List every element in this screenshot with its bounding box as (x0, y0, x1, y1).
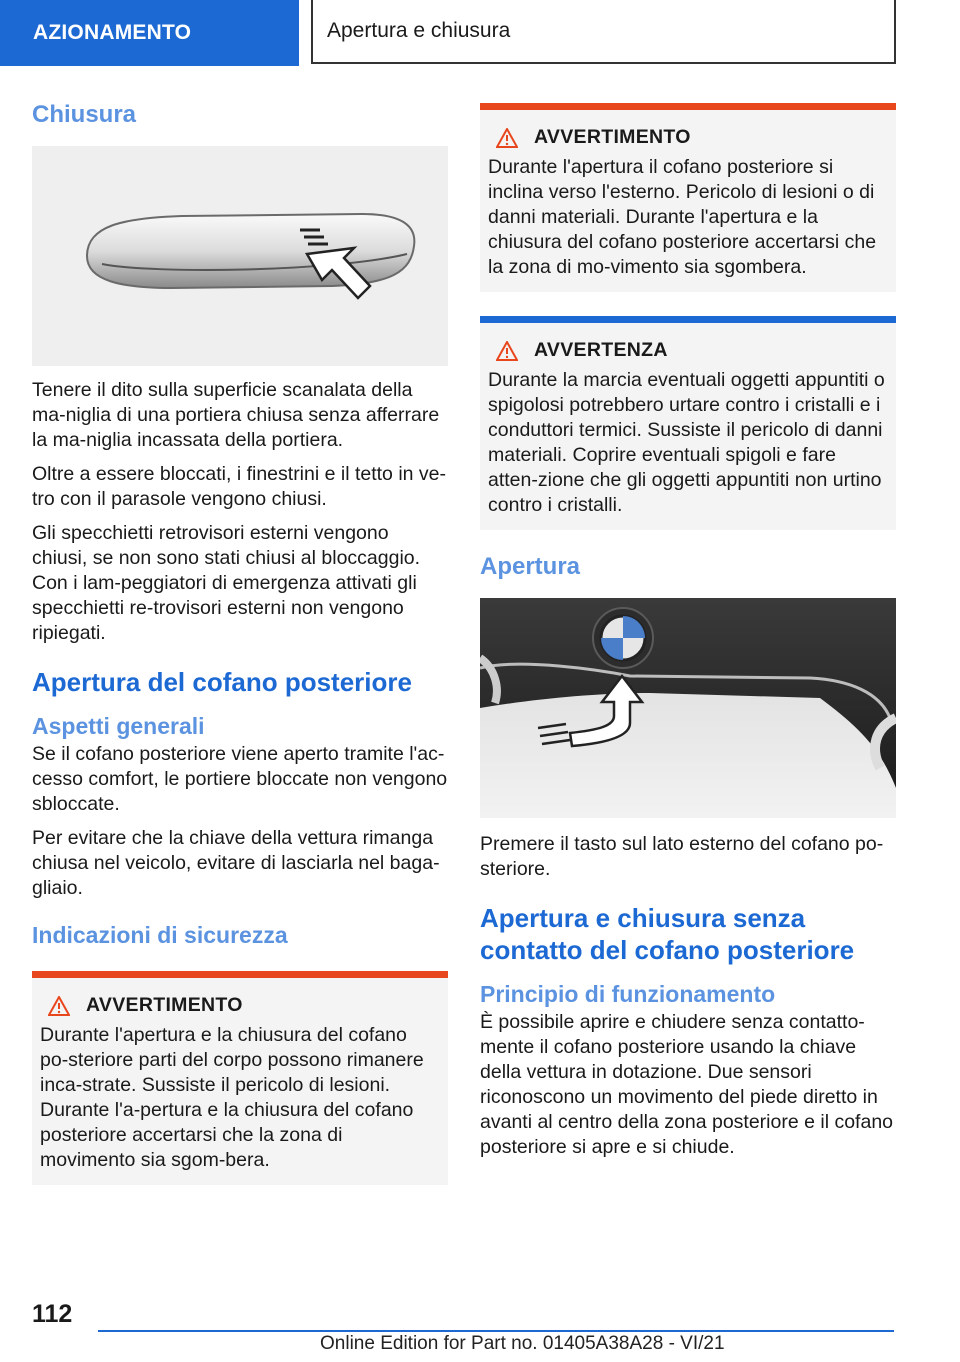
notice-bar (480, 316, 896, 323)
door-handle-image (32, 146, 448, 366)
paragraph: Oltre a essere bloccati, i finestrini e il tetto in ve-tro con il parasole vengono chiusi. (32, 463, 447, 510)
page-number: 112 (32, 1300, 73, 1328)
edition-text: Online Edition for Part no. 01405A38A28 - VI/21 (320, 1333, 725, 1354)
notice-text: Durante la marcia eventuali oggetti appuntiti o spigolosi potrebbero urtare contro i cristalli e i conduttori termici. Sussiste il pericolo di danni materiali. Coprire eventuali spigoli e fare atten-zione che gli oggetti appuntiti non urtino contro i cristalli. (488, 369, 885, 516)
paragraph: Se il cofano posteriore viene aperto tramite l'ac-cesso comfort, le portiere bloccate non vengono sbloccate. (32, 743, 448, 815)
chapter-tab: Apertura e chiusura (311, 0, 896, 64)
warning-text: Durante l'apertura e la chiusura del cofano po-steriore parti del corpo possono rimanere inca-strate. Sussiste il pericolo di lesioni. Durante l'a-pertura e la chiusura del cofano posteriore accertarsi che la zona di movimento sia sgom-bera. (40, 1024, 424, 1171)
warning-title (488, 126, 888, 149)
heading-principio: Principio di funzionamento (480, 981, 776, 1007)
paragraph: Premere il tasto sul lato esterno del cofano po-steriore. (480, 833, 884, 880)
warning-box (480, 103, 896, 292)
warning-box (32, 971, 448, 1185)
paragraph: Gli specchietti retrovisori esterni vengono chiusi, se non sono stati chiusi al bloccaggio. Con i lam-peggiatori di emergenza attivati gli specchietti re-trovisori esterni non vengono ripiegati. (32, 522, 421, 644)
footer-divider (98, 1330, 894, 1332)
warning-triangle-icon (48, 996, 70, 1016)
heading-apertura-cofano: Apertura del cofano posteriore (32, 667, 412, 697)
left-column (32, 100, 448, 1209)
paragraph: Per evitare che la chiave della vettura rimanga chiusa nel veicolo, evitare di lasciarla nel baga-gliaio. (32, 827, 440, 899)
tailgate-illustration (480, 598, 896, 818)
paragraph: È possibile aprire e chiudere senza contatto-mente il cofano posteriore usando la chiave della vettura in dotazione. Due sensori riconoscono un movimento del piede diretto in avanti al centro della zona posteriore e il cofano posteriore si apre e si chiude. (480, 1011, 894, 1158)
heading-apertura: Apertura (480, 553, 581, 580)
page-header (0, 0, 960, 66)
heading-senza-contatto: Apertura e chiusura senza contatto del cofano posteriore (480, 903, 855, 965)
warning-title-text: AVVERTIMENTO (534, 126, 691, 148)
paragraph: Tenere il dito sulla superficie scanalata della ma-niglia di una portiera chiusa senza afferrare la ma-niglia incassata della portiera. (32, 379, 440, 451)
warning-bar (32, 971, 448, 978)
notice-box (480, 316, 896, 530)
heading-sicurezza: Indicazioni di sicurezza (32, 922, 288, 948)
warning-title (40, 994, 440, 1017)
section-tab: AZIONAMENTO (0, 0, 299, 66)
tailgate-button-image (480, 598, 896, 818)
notice-triangle-icon (496, 341, 518, 361)
notice-title-text: AVVERTENZA (534, 339, 668, 361)
warning-triangle-icon (496, 128, 518, 148)
warning-bar (480, 103, 896, 110)
warning-title-text: AVVERTIMENTO (86, 994, 243, 1016)
warning-text: Durante l'apertura il cofano posteriore si inclina verso l'esterno. Pericolo di lesioni o di danni materiali. Durante l'apertura e la chiusura del cofano posteriore accertarsi che la zona di mo-vimento sia sgombera. (488, 156, 877, 278)
notice-title (488, 339, 888, 362)
heading-aspetti-generali: Aspetti generali (32, 713, 205, 739)
door-handle-illustration (32, 146, 448, 366)
right-column (480, 103, 896, 1169)
heading-chiusura: Chiusura (32, 101, 137, 128)
